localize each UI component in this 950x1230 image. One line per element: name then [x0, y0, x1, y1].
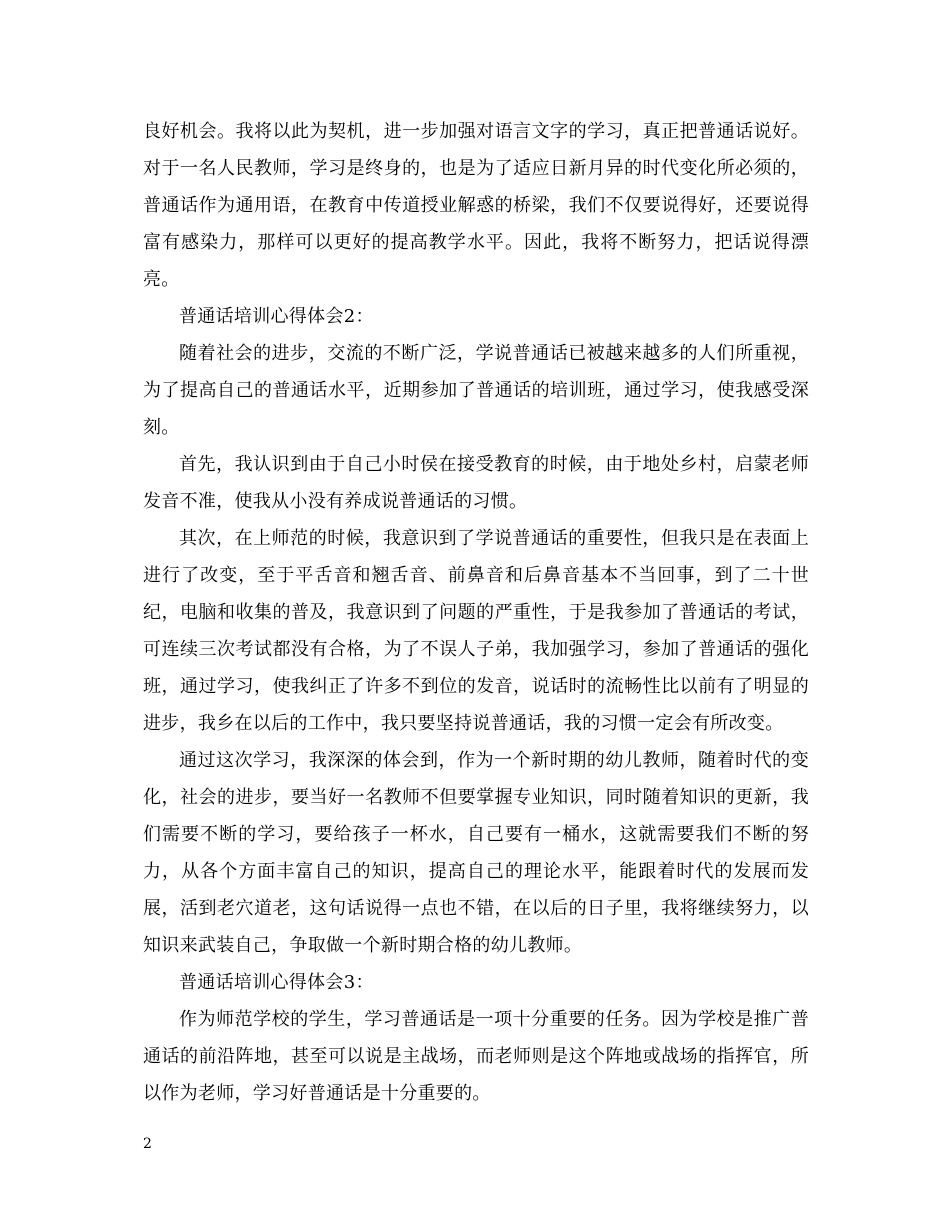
paragraph-continuation: 良好机会。我将以此为契机，进一步加强对语言文字的学习，真正把普通话说好。对于一名人民教师，学习是终身的，也是为了适应日新月异的时代变化所必须的，普通话作为通用语，在教育中传道授业解惑的桥梁，我们不仅要说得好，还要说得富有感染力，那样可以更好的提高教学水平。因此，我将不断努力，把话说得漂亮。: [143, 121, 809, 290]
section-heading-3: 普通话培训心得体会3：: [179, 972, 374, 993]
document-body: [143, 113, 809, 1112]
paragraph: 首先，我认识到由于自己小时侯在接受教育的时候，由于地处乡村，启蒙老师发音不准，使我从小没有养成说普通话的习惯。: [143, 454, 809, 512]
paragraph: 通过这次学习，我深深的体会到，作为一个新时期的幼儿教师，随着时代的变化，社会的进步，要当好一名教师不但要掌握专业知识，同时随着知识的更新，我们需要不断的学习，要给孩子一杯水，自己要有一桶水，这就需要我们不断的努力，从各个方面丰富自己的知识，提高自己的理论水平，能跟着时代的发展而发展，活到老穴道老，这句话说得一点也不错，在以后的日子里，我将继续努力，以知识来武装自己，争取做一个新时期合格的幼儿教师。: [143, 750, 809, 956]
section-heading-2: 普通话培训心得体会2：: [179, 306, 374, 327]
paragraph: 随着社会的进步，交流的不断广泛，学说普通话已被越来越多的人们所重视，为了提高自己的普通话水平，近期参加了普通话的培训班，通过学习，使我感受深刻。: [143, 343, 809, 438]
page-number: 2: [143, 1136, 152, 1152]
paragraph: 其次，在上师范的时候，我意识到了学说普通话的重要性，但我只是在表面上进行了改变，至于平舌音和翘舌音、前鼻音和后鼻音基本不当回事，到了二十世纪，电脑和收集的普及，我意识到了问题的严重性，于是我参加了普通话的考试，可连续三次考试都没有合格，为了不误人子弟，我加强学习，参加了普通话的强化班，通过学习，使我纠正了许多不到位的发音，说话时的流畅性比以前有了明显的进步，我乡在以后的工作中，我只要坚持说普通话，我的习惯一定会有所改变。: [143, 528, 809, 734]
paragraph: 作为师范学校的学生，学习普通话是一项十分重要的任务。因为学校是推广普通话的前沿阵地，甚至可以说是主战场，而老师则是这个阵地或战场的指挥官，所以作为老师，学习好普通话是十分重要的。: [143, 1009, 809, 1104]
